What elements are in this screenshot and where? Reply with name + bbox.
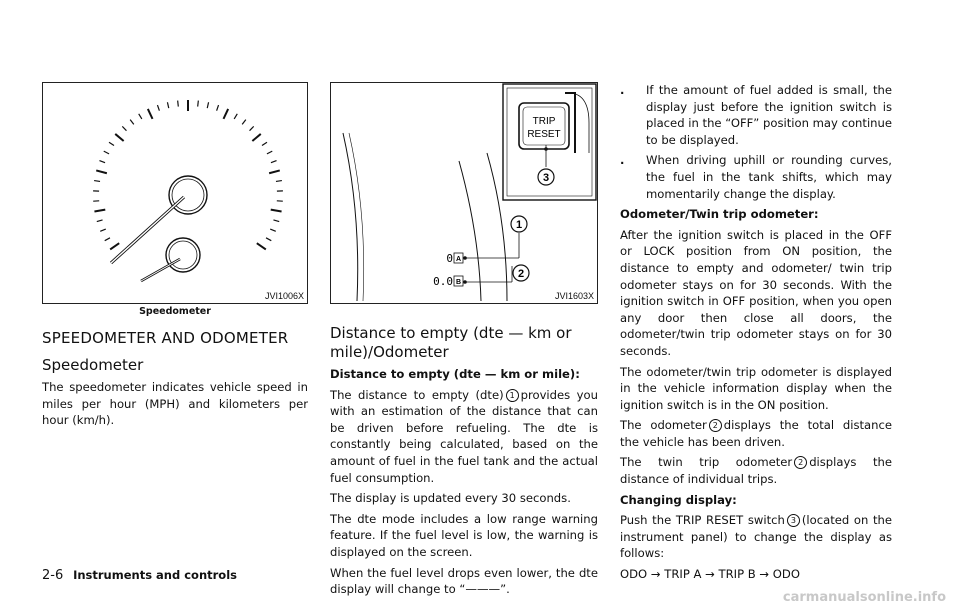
figure-caption: Speedometer — [139, 306, 211, 317]
display-sequence: ODO → TRIP A → TRIP B → ODO — [620, 567, 800, 582]
speedometer-figure — [42, 82, 308, 304]
dial-tick — [97, 220, 103, 222]
watermark: carmanualsonline.info — [782, 590, 946, 605]
subheading-changing-display: Changing display: — [620, 492, 737, 507]
dial-tick — [100, 229, 106, 231]
subheading-odometer: Odometer/Twin trip odometer: — [620, 207, 819, 222]
dial-tick — [234, 114, 237, 119]
column-3 — [620, 82, 892, 587]
dte-paragraph: The distance to empty (dte) 1 provides you with an estimation of the distance that can be driven before refueling. The dte is constantly being calculated, based on the amount of fuel in the fuel tank and the actual fuel consumption. — [330, 387, 598, 485]
dial-tick — [266, 238, 271, 241]
dial-tick — [271, 161, 277, 163]
callout-1-ref: 1 — [506, 389, 519, 402]
dial-tick — [198, 101, 199, 107]
low-fuel-paragraph: When the fuel level drops even lower, the dte display will change to “———”. — [330, 565, 598, 597]
dial-tick — [167, 102, 168, 108]
dial-tick — [207, 102, 208, 108]
dial-tick — [269, 170, 280, 173]
odometer-paragraph-2: The odometer/twin trip odometer is displayed in the vehicle information display when the ignition switch is in the ON position. — [620, 364, 892, 412]
dial-tick — [178, 101, 179, 107]
figure-id: JVI1006X — [264, 291, 304, 301]
callout-2-ref: 2 — [709, 419, 722, 432]
dial-tick — [223, 109, 228, 119]
dial-tick — [115, 134, 123, 141]
subsection-heading: Speedometer — [42, 356, 144, 374]
dial-tick — [271, 210, 282, 212]
speedometer-illustration — [43, 83, 307, 303]
reset-label: RESET — [527, 129, 561, 140]
readout-dte-mark: A — [455, 256, 462, 263]
dial-tick — [105, 238, 110, 241]
dial-tick — [99, 161, 105, 163]
dial-tick — [257, 243, 266, 249]
odometer-paragraph-3: The odometer 2 displays the total distance the vehicle has been driven. — [620, 418, 892, 449]
dial-tick — [148, 109, 153, 119]
warning-paragraph: The dte mode includes a low range warning feature. If the fuel level is low, the warning is displayed on the screen. — [330, 511, 598, 559]
page-footer — [42, 568, 237, 583]
dial-tick — [110, 243, 119, 249]
dial-tick — [130, 120, 134, 125]
dial-tick — [122, 126, 126, 130]
dial-tick — [104, 151, 109, 154]
readout-odometer-mark: B — [455, 279, 462, 286]
trip-label: TRIP — [532, 116, 556, 127]
bullet-item: . When driving uphill or rounding curves, the fuel in the tank shifts, which may momentarily change the display. — [620, 153, 892, 201]
dial-tick — [96, 170, 107, 173]
section-heading: SPEEDOMETER AND ODOMETER — [42, 329, 289, 347]
column-2 — [330, 82, 598, 602]
dial-tick — [94, 210, 105, 212]
dial-tick — [139, 114, 142, 119]
column-1 — [42, 82, 308, 433]
dial-tick — [109, 142, 114, 145]
dial-tick — [242, 120, 246, 125]
dial-tick — [262, 142, 267, 145]
dial-tick — [267, 151, 272, 154]
odometer-paragraph-1: After the ignition switch is placed in the OFF or LOCK position from ON position, the distance to empty and odometer/ twin trip odometer stays on for 30 seconds. With the ignition switch in OFF position, when you open any door then close all doors, the odometer/twin trip odometer stays on for 30 seconds. — [620, 227, 892, 358]
callout-3: 3 — [542, 172, 550, 184]
subheading-dte: Distance to empty (dte — km or mile): — [330, 367, 580, 381]
odometer-figure — [330, 82, 598, 304]
callout-3-ref: 3 — [787, 514, 800, 527]
callout-2-ref: 2 — [794, 456, 807, 469]
update-paragraph: The display is updated every 30 seconds. — [330, 491, 571, 506]
readout-odometer: 0.0 — [433, 275, 453, 288]
bullet-mark: . — [620, 153, 625, 168]
callout-2: 2 — [517, 268, 525, 280]
dial-tick — [217, 105, 219, 111]
dial-tick — [252, 134, 260, 141]
dial-tick — [273, 220, 279, 222]
callout-1: 1 — [515, 219, 523, 231]
readout-dte: 0 — [446, 252, 453, 265]
changing-display-paragraph: Push the TRIP RESET switch 3 (located on the instrument panel) to change the display as follows: — [620, 513, 893, 561]
dial-tick — [94, 181, 100, 182]
dte-odometer-illustration — [331, 83, 597, 303]
odometer-paragraph-4: The twin trip odometer 2 displays the distance of individual trips. — [620, 455, 892, 487]
figure-id: JVI1603X — [554, 291, 594, 301]
dial-tick — [250, 126, 254, 130]
dial-tick — [276, 181, 282, 182]
bullet-mark: . — [620, 83, 625, 97]
dial-tick — [157, 105, 159, 111]
speedometer-paragraph: The speedometer indicates vehicle speed in miles per hour (MPH) and kilometers per hour (km/h). — [42, 380, 308, 428]
chapter-title: Instruments and controls — [73, 568, 237, 582]
bullet-item: . If the amount of fuel added is small, the display just before the ignition switch is placed in the “OFF” position may continue to be displayed. — [620, 83, 892, 147]
section-heading: Distance to empty (dte — km or mile)/Odometer — [330, 324, 572, 361]
page-number: 2-6 — [42, 568, 64, 583]
dial-tick — [270, 229, 276, 231]
